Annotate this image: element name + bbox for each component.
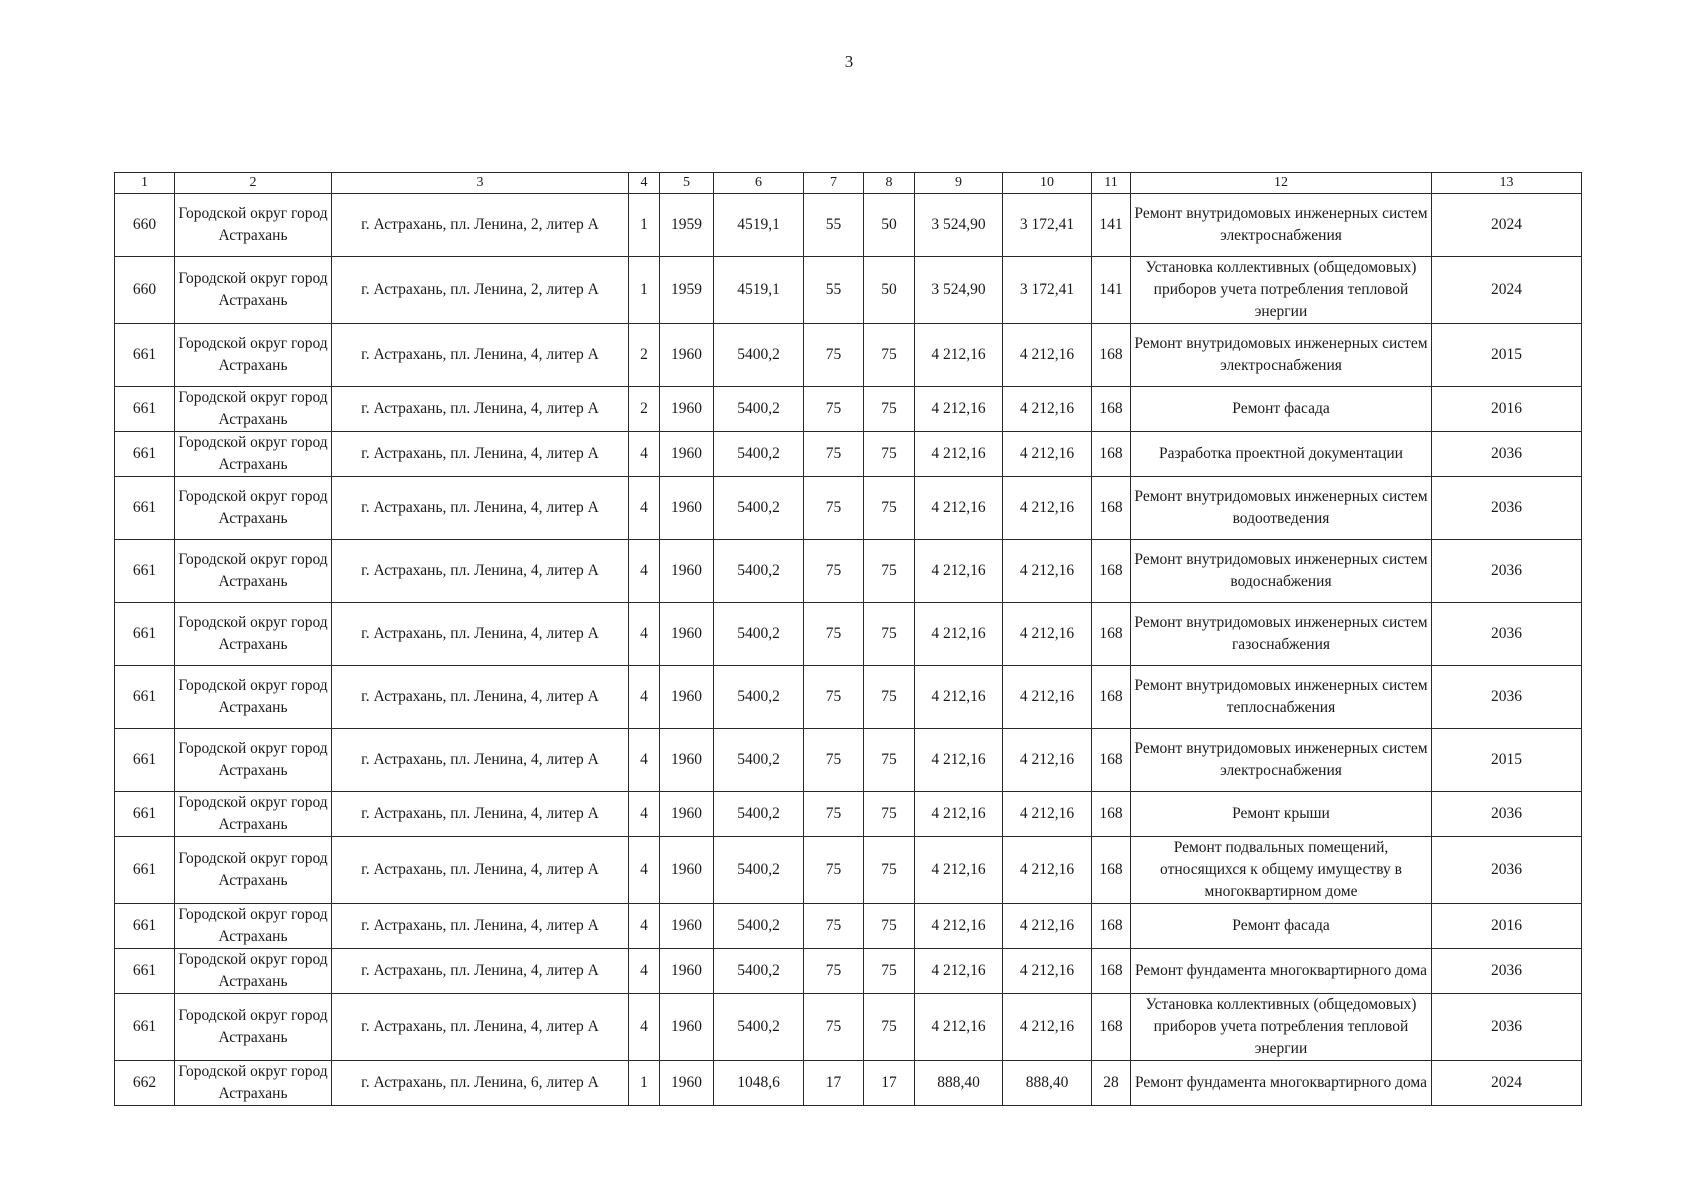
stage-cell: 4 — [629, 729, 660, 792]
column-number: 1 — [115, 173, 175, 194]
stage-cell: 1 — [629, 1061, 660, 1106]
build-year-cell: 1959 — [660, 194, 714, 257]
build-year-cell: 1960 — [660, 540, 714, 603]
living-area-cell: 4 212,16 — [915, 540, 1003, 603]
residential-count-cell: 17 — [864, 1061, 915, 1106]
stage-cell: 1 — [629, 194, 660, 257]
municipality-cell: Городской округ город Астрахань — [175, 432, 332, 477]
address-cell: г. Астрахань, пл. Ленина, 4, литер А — [332, 387, 629, 432]
build-year-cell: 1960 — [660, 666, 714, 729]
work-type-cell: Ремонт подвальных помещений, относящихся к общему имуществу в многоквартирном доме — [1131, 837, 1432, 904]
table-row — [115, 666, 1582, 729]
table-row — [115, 792, 1582, 837]
total-area-cell: 4519,1 — [714, 257, 804, 324]
stage-cell: 4 — [629, 837, 660, 904]
work-type-cell: Ремонт внутридомовых инженерных систем водоотведения — [1131, 477, 1432, 540]
row-number-cell: 661 — [115, 949, 175, 994]
row-number-cell: 661 — [115, 387, 175, 432]
table-row — [115, 837, 1582, 904]
residents-count-cell: 168 — [1092, 387, 1131, 432]
build-year-cell: 1960 — [660, 837, 714, 904]
address-cell: г. Астрахань, пл. Ленина, 4, литер А — [332, 666, 629, 729]
column-number: 12 — [1131, 173, 1432, 194]
municipality-cell: Городской округ город Астрахань — [175, 904, 332, 949]
row-number-cell: 660 — [115, 257, 175, 324]
residential-area-cell: 4 212,16 — [1003, 666, 1092, 729]
build-year-cell: 1960 — [660, 1061, 714, 1106]
build-year-cell: 1960 — [660, 603, 714, 666]
residential-count-cell: 75 — [864, 729, 915, 792]
row-number-cell: 661 — [115, 432, 175, 477]
stage-cell: 2 — [629, 387, 660, 432]
municipality-cell: Городской округ город Астрахань — [175, 324, 332, 387]
address-cell: г. Астрахань, пл. Ленина, 4, литер А — [332, 477, 629, 540]
municipality-cell: Городской округ город Астрахань — [175, 837, 332, 904]
residential-count-cell: 75 — [864, 792, 915, 837]
residential-area-cell: 4 212,16 — [1003, 792, 1092, 837]
address-cell: г. Астрахань, пл. Ленина, 4, литер А — [332, 837, 629, 904]
residential-count-cell: 75 — [864, 666, 915, 729]
residents-count-cell: 168 — [1092, 729, 1131, 792]
row-number-cell: 661 — [115, 792, 175, 837]
residential-area-cell: 4 212,16 — [1003, 994, 1092, 1061]
living-area-cell: 4 212,16 — [915, 324, 1003, 387]
apartments-count-cell: 75 — [804, 432, 864, 477]
planned-year-cell: 2036 — [1432, 994, 1582, 1061]
work-type-cell: Ремонт фундамента многоквартирного дома — [1131, 1061, 1432, 1106]
planned-year-cell: 2024 — [1432, 257, 1582, 324]
stage-cell: 2 — [629, 324, 660, 387]
table-row — [115, 949, 1582, 994]
stage-cell: 4 — [629, 904, 660, 949]
table-row — [115, 477, 1582, 540]
address-cell: г. Астрахань, пл. Ленина, 4, литер А — [332, 792, 629, 837]
municipality-cell: Городской округ город Астрахань — [175, 387, 332, 432]
planned-year-cell: 2036 — [1432, 666, 1582, 729]
residential-area-cell: 4 212,16 — [1003, 324, 1092, 387]
residents-count-cell: 168 — [1092, 994, 1131, 1061]
residential-area-cell: 4 212,16 — [1003, 477, 1092, 540]
residential-count-cell: 75 — [864, 837, 915, 904]
residents-count-cell: 28 — [1092, 1061, 1131, 1106]
residents-count-cell: 168 — [1092, 949, 1131, 994]
row-number-cell: 661 — [115, 666, 175, 729]
stage-cell: 4 — [629, 540, 660, 603]
residents-count-cell: 168 — [1092, 666, 1131, 729]
work-type-cell: Ремонт внутридомовых инженерных систем водоснабжения — [1131, 540, 1432, 603]
table-row — [115, 729, 1582, 792]
residents-count-cell: 141 — [1092, 194, 1131, 257]
build-year-cell: 1960 — [660, 904, 714, 949]
row-number-cell: 662 — [115, 1061, 175, 1106]
total-area-cell: 5400,2 — [714, 477, 804, 540]
work-type-cell: Ремонт внутридомовых инженерных систем электроснабжения — [1131, 729, 1432, 792]
living-area-cell: 4 212,16 — [915, 904, 1003, 949]
column-number: 3 — [332, 173, 629, 194]
total-area-cell: 5400,2 — [714, 904, 804, 949]
column-number: 9 — [915, 173, 1003, 194]
planned-year-cell: 2016 — [1432, 904, 1582, 949]
total-area-cell: 5400,2 — [714, 729, 804, 792]
row-number-cell: 661 — [115, 540, 175, 603]
residential-area-cell: 4 212,16 — [1003, 729, 1092, 792]
work-type-cell: Ремонт крыши — [1131, 792, 1432, 837]
planned-year-cell: 2015 — [1432, 729, 1582, 792]
address-cell: г. Астрахань, пл. Ленина, 4, литер А — [332, 729, 629, 792]
work-type-cell: Ремонт внутридомовых инженерных систем теплоснабжения — [1131, 666, 1432, 729]
capital-repair-table — [114, 172, 1582, 1106]
apartments-count-cell: 55 — [804, 257, 864, 324]
total-area-cell: 4519,1 — [714, 194, 804, 257]
residential-count-cell: 75 — [864, 603, 915, 666]
work-type-cell: Ремонт фасада — [1131, 904, 1432, 949]
residential-count-cell: 75 — [864, 994, 915, 1061]
municipality-cell: Городской округ город Астрахань — [175, 603, 332, 666]
planned-year-cell: 2036 — [1432, 792, 1582, 837]
residential-count-cell: 75 — [864, 949, 915, 994]
living-area-cell: 4 212,16 — [915, 837, 1003, 904]
residential-count-cell: 75 — [864, 477, 915, 540]
work-type-cell: Разработка проектной документации — [1131, 432, 1432, 477]
residential-area-cell: 888,40 — [1003, 1061, 1092, 1106]
living-area-cell: 4 212,16 — [915, 729, 1003, 792]
table-row — [115, 1061, 1582, 1106]
planned-year-cell: 2016 — [1432, 387, 1582, 432]
residential-area-cell: 3 172,41 — [1003, 194, 1092, 257]
total-area-cell: 5400,2 — [714, 949, 804, 994]
row-number-cell: 661 — [115, 904, 175, 949]
municipality-cell: Городской округ город Астрахань — [175, 194, 332, 257]
total-area-cell: 5400,2 — [714, 994, 804, 1061]
row-number-cell: 661 — [115, 994, 175, 1061]
planned-year-cell: 2036 — [1432, 837, 1582, 904]
planned-year-cell: 2036 — [1432, 540, 1582, 603]
residents-count-cell: 168 — [1092, 792, 1131, 837]
planned-year-cell: 2024 — [1432, 194, 1582, 257]
stage-cell: 4 — [629, 477, 660, 540]
residents-count-cell: 168 — [1092, 837, 1131, 904]
work-type-cell: Установка коллективных (общедомовых) приборов учета потребления тепловой энергии — [1131, 257, 1432, 324]
living-area-cell: 4 212,16 — [915, 387, 1003, 432]
municipality-cell: Городской округ город Астрахань — [175, 994, 332, 1061]
address-cell: г. Астрахань, пл. Ленина, 4, литер А — [332, 432, 629, 477]
residents-count-cell: 168 — [1092, 603, 1131, 666]
municipality-cell: Городской округ город Астрахань — [175, 1061, 332, 1106]
residents-count-cell: 141 — [1092, 257, 1131, 324]
municipality-cell: Городской округ город Астрахань — [175, 540, 332, 603]
planned-year-cell: 2036 — [1432, 477, 1582, 540]
column-number: 13 — [1432, 173, 1582, 194]
residential-area-cell: 4 212,16 — [1003, 837, 1092, 904]
table-row — [115, 540, 1582, 603]
living-area-cell: 4 212,16 — [915, 949, 1003, 994]
total-area-cell: 5400,2 — [714, 432, 804, 477]
apartments-count-cell: 75 — [804, 477, 864, 540]
apartments-count-cell: 75 — [804, 837, 864, 904]
residents-count-cell: 168 — [1092, 477, 1131, 540]
residents-count-cell: 168 — [1092, 324, 1131, 387]
apartments-count-cell: 75 — [804, 324, 864, 387]
apartments-count-cell: 75 — [804, 994, 864, 1061]
page-number: 3 — [844, 52, 854, 71]
residential-area-cell: 4 212,16 — [1003, 949, 1092, 994]
row-number-cell: 661 — [115, 477, 175, 540]
residential-count-cell: 50 — [864, 194, 915, 257]
total-area-cell: 5400,2 — [714, 603, 804, 666]
stage-cell: 4 — [629, 666, 660, 729]
municipality-cell: Городской округ город Астрахань — [175, 257, 332, 324]
build-year-cell: 1960 — [660, 729, 714, 792]
table-row — [115, 387, 1582, 432]
residential-area-cell: 4 212,16 — [1003, 904, 1092, 949]
work-type-cell: Ремонт фундамента многоквартирного дома — [1131, 949, 1432, 994]
municipality-cell: Городской округ город Астрахань — [175, 729, 332, 792]
build-year-cell: 1960 — [660, 994, 714, 1061]
apartments-count-cell: 75 — [804, 729, 864, 792]
total-area-cell: 1048,6 — [714, 1061, 804, 1106]
residential-count-cell: 75 — [864, 432, 915, 477]
municipality-cell: Городской округ город Астрахань — [175, 949, 332, 994]
municipality-cell: Городской округ город Астрахань — [175, 477, 332, 540]
build-year-cell: 1960 — [660, 949, 714, 994]
living-area-cell: 4 212,16 — [915, 432, 1003, 477]
living-area-cell: 4 212,16 — [915, 603, 1003, 666]
living-area-cell: 4 212,16 — [915, 477, 1003, 540]
column-number: 10 — [1003, 173, 1092, 194]
work-type-cell: Ремонт внутридомовых инженерных систем газоснабжения — [1131, 603, 1432, 666]
planned-year-cell: 2024 — [1432, 1061, 1582, 1106]
address-cell: г. Астрахань, пл. Ленина, 4, литер А — [332, 904, 629, 949]
apartments-count-cell: 75 — [804, 603, 864, 666]
total-area-cell: 5400,2 — [714, 837, 804, 904]
apartments-count-cell: 75 — [804, 540, 864, 603]
apartments-count-cell: 75 — [804, 949, 864, 994]
residential-area-cell: 4 212,16 — [1003, 432, 1092, 477]
residential-count-cell: 75 — [864, 540, 915, 603]
apartments-count-cell: 75 — [804, 904, 864, 949]
column-number: 5 — [660, 173, 714, 194]
row-number-cell: 661 — [115, 603, 175, 666]
work-type-cell: Ремонт фасада — [1131, 387, 1432, 432]
work-type-cell: Ремонт внутридомовых инженерных систем электроснабжения — [1131, 194, 1432, 257]
stage-cell: 4 — [629, 994, 660, 1061]
living-area-cell: 3 524,90 — [915, 194, 1003, 257]
row-number-cell: 661 — [115, 729, 175, 792]
total-area-cell: 5400,2 — [714, 540, 804, 603]
planned-year-cell: 2015 — [1432, 324, 1582, 387]
address-cell: г. Астрахань, пл. Ленина, 4, литер А — [332, 949, 629, 994]
build-year-cell: 1960 — [660, 324, 714, 387]
residential-area-cell: 3 172,41 — [1003, 257, 1092, 324]
column-number: 8 — [864, 173, 915, 194]
table-row — [115, 994, 1582, 1061]
residential-count-cell: 75 — [864, 324, 915, 387]
planned-year-cell: 2036 — [1432, 603, 1582, 666]
stage-cell: 4 — [629, 432, 660, 477]
stage-cell: 4 — [629, 792, 660, 837]
stage-cell: 4 — [629, 603, 660, 666]
row-number-cell: 660 — [115, 194, 175, 257]
residential-count-cell: 75 — [864, 904, 915, 949]
apartments-count-cell: 75 — [804, 666, 864, 729]
table-row — [115, 257, 1582, 324]
address-cell: г. Астрахань, пл. Ленина, 6, литер А — [332, 1061, 629, 1106]
residents-count-cell: 168 — [1092, 540, 1131, 603]
column-number-row — [115, 173, 1582, 194]
build-year-cell: 1960 — [660, 792, 714, 837]
column-number: 2 — [175, 173, 332, 194]
address-cell: г. Астрахань, пл. Ленина, 2, литер А — [332, 257, 629, 324]
total-area-cell: 5400,2 — [714, 666, 804, 729]
residential-area-cell: 4 212,16 — [1003, 603, 1092, 666]
row-number-cell: 661 — [115, 324, 175, 387]
table-body — [115, 194, 1582, 1106]
build-year-cell: 1960 — [660, 477, 714, 540]
column-number: 7 — [804, 173, 864, 194]
apartments-count-cell: 75 — [804, 387, 864, 432]
total-area-cell: 5400,2 — [714, 792, 804, 837]
table-row — [115, 603, 1582, 666]
municipality-cell: Городской округ город Астрахань — [175, 666, 332, 729]
apartments-count-cell: 55 — [804, 194, 864, 257]
work-type-cell: Ремонт внутридомовых инженерных систем электроснабжения — [1131, 324, 1432, 387]
build-year-cell: 1959 — [660, 257, 714, 324]
living-area-cell: 4 212,16 — [915, 666, 1003, 729]
address-cell: г. Астрахань, пл. Ленина, 4, литер А — [332, 324, 629, 387]
total-area-cell: 5400,2 — [714, 324, 804, 387]
column-number: 6 — [714, 173, 804, 194]
living-area-cell: 3 524,90 — [915, 257, 1003, 324]
municipality-cell: Городской округ город Астрахань — [175, 792, 332, 837]
table-row — [115, 194, 1582, 257]
residential-count-cell: 50 — [864, 257, 915, 324]
planned-year-cell: 2036 — [1432, 949, 1582, 994]
build-year-cell: 1960 — [660, 432, 714, 477]
table-row — [115, 904, 1582, 949]
planned-year-cell: 2036 — [1432, 432, 1582, 477]
residents-count-cell: 168 — [1092, 904, 1131, 949]
address-cell: г. Астрахань, пл. Ленина, 2, литер А — [332, 194, 629, 257]
work-type-cell: Установка коллективных (общедомовых) приборов учета потребления тепловой энергии — [1131, 994, 1432, 1061]
living-area-cell: 4 212,16 — [915, 792, 1003, 837]
total-area-cell: 5400,2 — [714, 387, 804, 432]
table-row — [115, 432, 1582, 477]
row-number-cell: 661 — [115, 837, 175, 904]
residential-area-cell: 4 212,16 — [1003, 540, 1092, 603]
residential-count-cell: 75 — [864, 387, 915, 432]
table-row — [115, 324, 1582, 387]
residents-count-cell: 168 — [1092, 432, 1131, 477]
living-area-cell: 4 212,16 — [915, 994, 1003, 1061]
column-number: 11 — [1092, 173, 1131, 194]
address-cell: г. Астрахань, пл. Ленина, 4, литер А — [332, 540, 629, 603]
address-cell: г. Астрахань, пл. Ленина, 4, литер А — [332, 603, 629, 666]
column-number: 4 — [629, 173, 660, 194]
stage-cell: 1 — [629, 257, 660, 324]
stage-cell: 4 — [629, 949, 660, 994]
build-year-cell: 1960 — [660, 387, 714, 432]
apartments-count-cell: 17 — [804, 1061, 864, 1106]
address-cell: г. Астрахань, пл. Ленина, 4, литер А — [332, 994, 629, 1061]
living-area-cell: 888,40 — [915, 1061, 1003, 1106]
apartments-count-cell: 75 — [804, 792, 864, 837]
residential-area-cell: 4 212,16 — [1003, 387, 1092, 432]
